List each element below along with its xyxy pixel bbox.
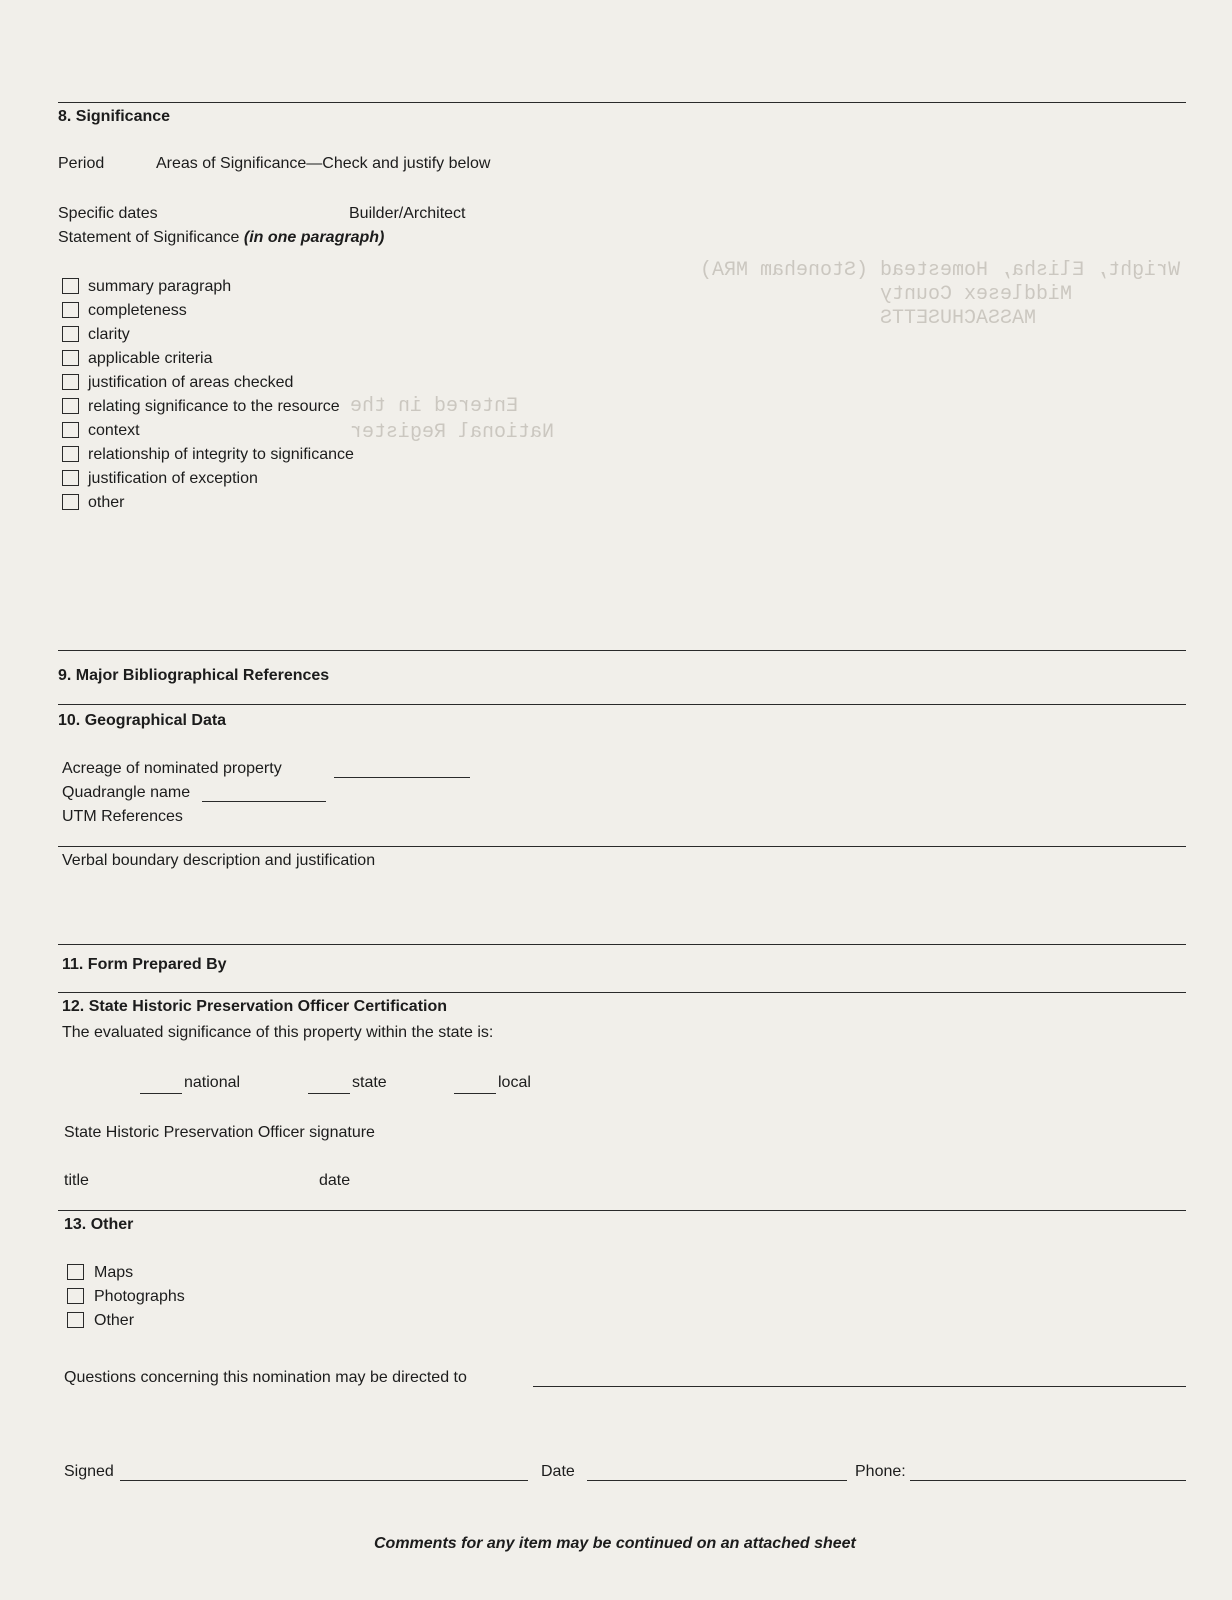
checkbox-other-attachments[interactable] xyxy=(67,1312,84,1328)
level-national-label: national xyxy=(184,1074,241,1091)
signed-date-field[interactable] xyxy=(587,1480,847,1481)
checklist-item-label: context xyxy=(88,422,140,439)
checklist-item-label: other xyxy=(88,494,125,511)
section-10-heading: 10. Geographical Data xyxy=(58,712,227,729)
utm-references-label: UTM References xyxy=(62,808,183,825)
quadrangle-field[interactable] xyxy=(202,801,326,802)
evaluated-significance-text: The evaluated significance of this property within the state is: xyxy=(62,1024,494,1041)
other-item-label: Maps xyxy=(94,1264,134,1281)
state-field[interactable] xyxy=(308,1093,350,1094)
checkbox-context[interactable] xyxy=(62,422,79,438)
checkbox-relating-significance[interactable] xyxy=(62,398,79,414)
specific-dates-label: Specific dates xyxy=(58,205,158,222)
bleed-state: MASSACHUSETTS xyxy=(880,307,1037,330)
checklist-item-label: completeness xyxy=(88,302,187,319)
rule-section-11 xyxy=(58,944,1186,945)
bleed-stamp-line2: National Register xyxy=(350,421,555,444)
local-field[interactable] xyxy=(454,1093,496,1094)
checklist-item-label: relating significance to the resource xyxy=(88,398,340,415)
checkbox-justification-of-areas-checked[interactable] xyxy=(62,374,79,390)
bleed-county: Middlesex County xyxy=(880,283,1073,306)
signed-label: Signed xyxy=(64,1463,114,1480)
rule-section-13 xyxy=(58,1210,1186,1211)
checklist-item-label: clarity xyxy=(88,326,130,343)
section-11-heading: 11. Form Prepared By xyxy=(62,956,227,973)
checklist-item-label: applicable criteria xyxy=(88,350,213,367)
quadrangle-label: Quadrangle name xyxy=(62,784,191,801)
checkbox-clarity[interactable] xyxy=(62,326,79,342)
rule-top xyxy=(58,102,1186,103)
checklist-item-label: summary paragraph xyxy=(88,278,232,295)
checkbox-completeness[interactable] xyxy=(62,302,79,318)
rule-section-12 xyxy=(58,992,1186,993)
questions-label: Questions concerning this nomination may be directed to xyxy=(64,1369,467,1386)
bleed-stamp-line1: Entered in the xyxy=(350,395,519,418)
statement-label-text: Statement of Significance xyxy=(58,229,240,246)
statement-of-significance-label xyxy=(58,228,384,248)
rule-section-9 xyxy=(58,650,1186,651)
bleed-property-name: Wright, Elisha, Homestead (Stoneham MRA) xyxy=(700,259,1181,282)
date-label: date xyxy=(319,1172,351,1189)
phone-label: Phone: xyxy=(855,1463,906,1480)
level-state-label: state xyxy=(352,1074,387,1091)
shpo-signature-label: State Historic Preservation Officer signature xyxy=(64,1124,375,1141)
title-label: title xyxy=(64,1172,89,1189)
other-item-label: Photographs xyxy=(94,1288,185,1305)
checkbox-justification-of-exception[interactable] xyxy=(62,470,79,486)
checkbox-summary-paragraph[interactable] xyxy=(62,278,79,294)
section-13-heading: 13. Other xyxy=(64,1216,134,1233)
checkbox-other[interactable] xyxy=(62,494,79,510)
national-field[interactable] xyxy=(140,1093,182,1094)
period-label: Period xyxy=(58,155,105,172)
section-8-heading: 8. Significance xyxy=(58,108,171,125)
acreage-field[interactable] xyxy=(334,777,470,778)
phone-field[interactable] xyxy=(910,1480,1186,1481)
section-9-heading: 9. Major Bibliographical References xyxy=(58,667,330,684)
acreage-label: Acreage of nominated property xyxy=(62,760,282,777)
builder-architect-label: Builder/Architect xyxy=(349,205,466,222)
footer-note: Comments for any item may be continued on an attached sheet xyxy=(374,1535,856,1552)
checkbox-maps[interactable] xyxy=(67,1264,84,1280)
verbal-boundary-label: Verbal boundary description and justification xyxy=(62,852,376,869)
checklist-item-label: justification of exception xyxy=(88,470,258,487)
other-item-label: Other xyxy=(94,1312,135,1329)
questions-field[interactable] xyxy=(533,1386,1186,1387)
level-local-label: local xyxy=(498,1074,531,1091)
checkbox-applicable-criteria[interactable] xyxy=(62,350,79,366)
rule-section-10 xyxy=(58,704,1186,705)
section-12-heading: 12. State Historic Preservation Officer Certification xyxy=(62,998,448,1015)
signed-field[interactable] xyxy=(120,1480,528,1481)
checkbox-relationship-of-integrity[interactable] xyxy=(62,446,79,462)
rule-verbal-boundary xyxy=(58,846,1186,847)
checklist-item-label: justification of areas checked xyxy=(88,374,294,391)
checkbox-photographs[interactable] xyxy=(67,1288,84,1304)
signed-date-label: Date xyxy=(541,1463,575,1480)
checklist-item-label: relationship of integrity to significance xyxy=(88,446,354,463)
areas-of-significance-label: Areas of Significance—Check and justify below xyxy=(156,155,491,172)
statement-note: (in one paragraph) xyxy=(243,229,385,246)
